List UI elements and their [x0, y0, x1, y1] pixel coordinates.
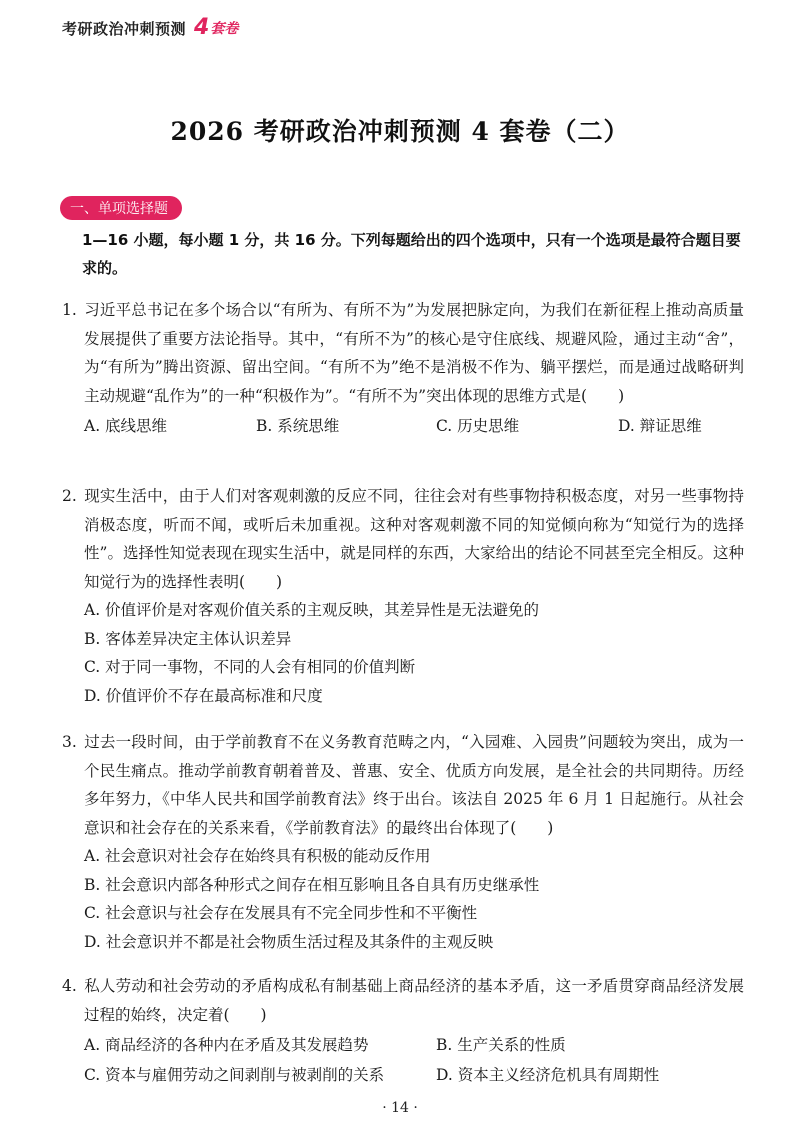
question-text: 现实生活中，由于人们对客观刺激的反应不同，往往会对有些事物持积极态度，对另一些事物持消极态度，听而不闻，或听后未加重视。这种对客观刺激不同的知觉倾向称为“知觉行为的选择性”。选择性知觉表现在现实生活中，就是同样的东西，大家给出的结论不同甚至完全相反。这种知觉行为的选择性表明( ) [84, 487, 744, 591]
options [62, 596, 744, 710]
options [84, 410, 744, 440]
option-d[interactable]: D. 社会意识并不都是社会物质生活过程及其条件的主观反映 [84, 932, 494, 951]
question-stem [62, 972, 744, 1029]
series-logo [194, 17, 238, 39]
option-c[interactable]: C. 资本与雇佣劳动之间剥削与被剥削的关系 [84, 1066, 385, 1084]
option-a[interactable]: A. 底线思维 [84, 417, 168, 435]
question-1 [62, 296, 744, 440]
question-number: 2. [62, 487, 77, 505]
section-label: 一、单项选择题 [60, 196, 182, 220]
page-number: · 14 · [382, 1100, 418, 1116]
question-4 [62, 972, 744, 1089]
question-number: 1. [62, 301, 77, 319]
option-d[interactable]: D. 辩证思维 [618, 417, 702, 435]
option-a[interactable]: A. 社会意识对社会存在始终具有积极的能动反作用 [84, 847, 431, 865]
question-2 [62, 482, 744, 710]
question-stem [62, 296, 744, 410]
option-b[interactable]: B. 社会意识内部各种形式之间存在相互影响且各自具有历史继承性 [84, 875, 540, 894]
question-number: 3. [62, 733, 77, 751]
question-3 [62, 728, 744, 956]
option-b[interactable]: B. 生产关系的性质 [436, 1036, 566, 1054]
question-number: 4. [62, 977, 77, 995]
question-stem [62, 728, 744, 842]
option-b[interactable]: B. 客体差异决定主体认识差异 [84, 629, 292, 648]
option-b[interactable]: B. 系统思维 [256, 417, 340, 435]
question-text: 习近平总书记在多个场合以“有所为、有所不为”为发展把脉定向，为我们在新征程上推动高质量发展提供了重要方法论指导。其中，“有所不为”的核心是守住底线、规避风险，通过主动“舍”，为“有所为”腾出资源、留出空间。“有所不为”绝不是消极不作为、躺平摆烂，而是通过战略研判主动规避“乱作为”的一种“积极作为”。“有所不为”突出体现的思维方式是( ) [84, 301, 744, 405]
options [62, 842, 744, 956]
question-text: 私人劳动和社会劳动的矛盾构成私有制基础上商品经济的基本矛盾，这一矛盾贯穿商品经济发展过程的始终，决定着( ) [84, 977, 744, 1024]
option-c[interactable]: C. 历史思维 [436, 417, 520, 435]
option-d[interactable]: D. 价值评价不存在最高标准和尺度 [84, 686, 323, 705]
options [84, 1059, 744, 1089]
question-text: 过去一段时间，由于学前教育不在义务教育范畴之内，“入园难、入园贵”问题较为突出，成为一个民生痛点。推动学前教育朝着普及、普惠、安全、优质方向发展，是全社会的共同期待。历经多年努力，《中华人民共和国学前教育法》终于出台。该法自 2025 年 6 月 1 日起施行。从社会意识和社会存在的关系来看，《学前教育法》的最终出台体现了( ) [84, 733, 744, 837]
running-header [62, 14, 238, 42]
section-instructions: 1—16 小题，每小题 1 分，共 16 分。下列每题给出的四个选项中，只有一个选项是最符合题目要求的。 [82, 231, 741, 277]
option-c[interactable]: C. 对于同一事物，不同的人会有相同的价值判断 [84, 658, 416, 676]
logo-number: 4 [194, 15, 210, 40]
option-a[interactable]: A. 商品经济的各种内在矛盾及其发展趋势 [84, 1036, 369, 1054]
header-title: 考研政治冲刺预测 [62, 19, 187, 38]
options [84, 1029, 744, 1059]
logo-text: 套卷 [210, 21, 239, 37]
paper-title: 2026 考研政治冲刺预测 4 套卷（二） [170, 117, 630, 146]
question-stem [62, 482, 744, 596]
option-c[interactable]: C. 社会意识与社会存在发展具有不完全同步性和不平衡性 [84, 904, 478, 922]
option-a[interactable]: A. 价值评价是对客观价值关系的主观反映，其差异性是无法避免的 [84, 601, 540, 619]
option-d[interactable]: D. 资本主义经济危机具有周期性 [436, 1066, 660, 1084]
